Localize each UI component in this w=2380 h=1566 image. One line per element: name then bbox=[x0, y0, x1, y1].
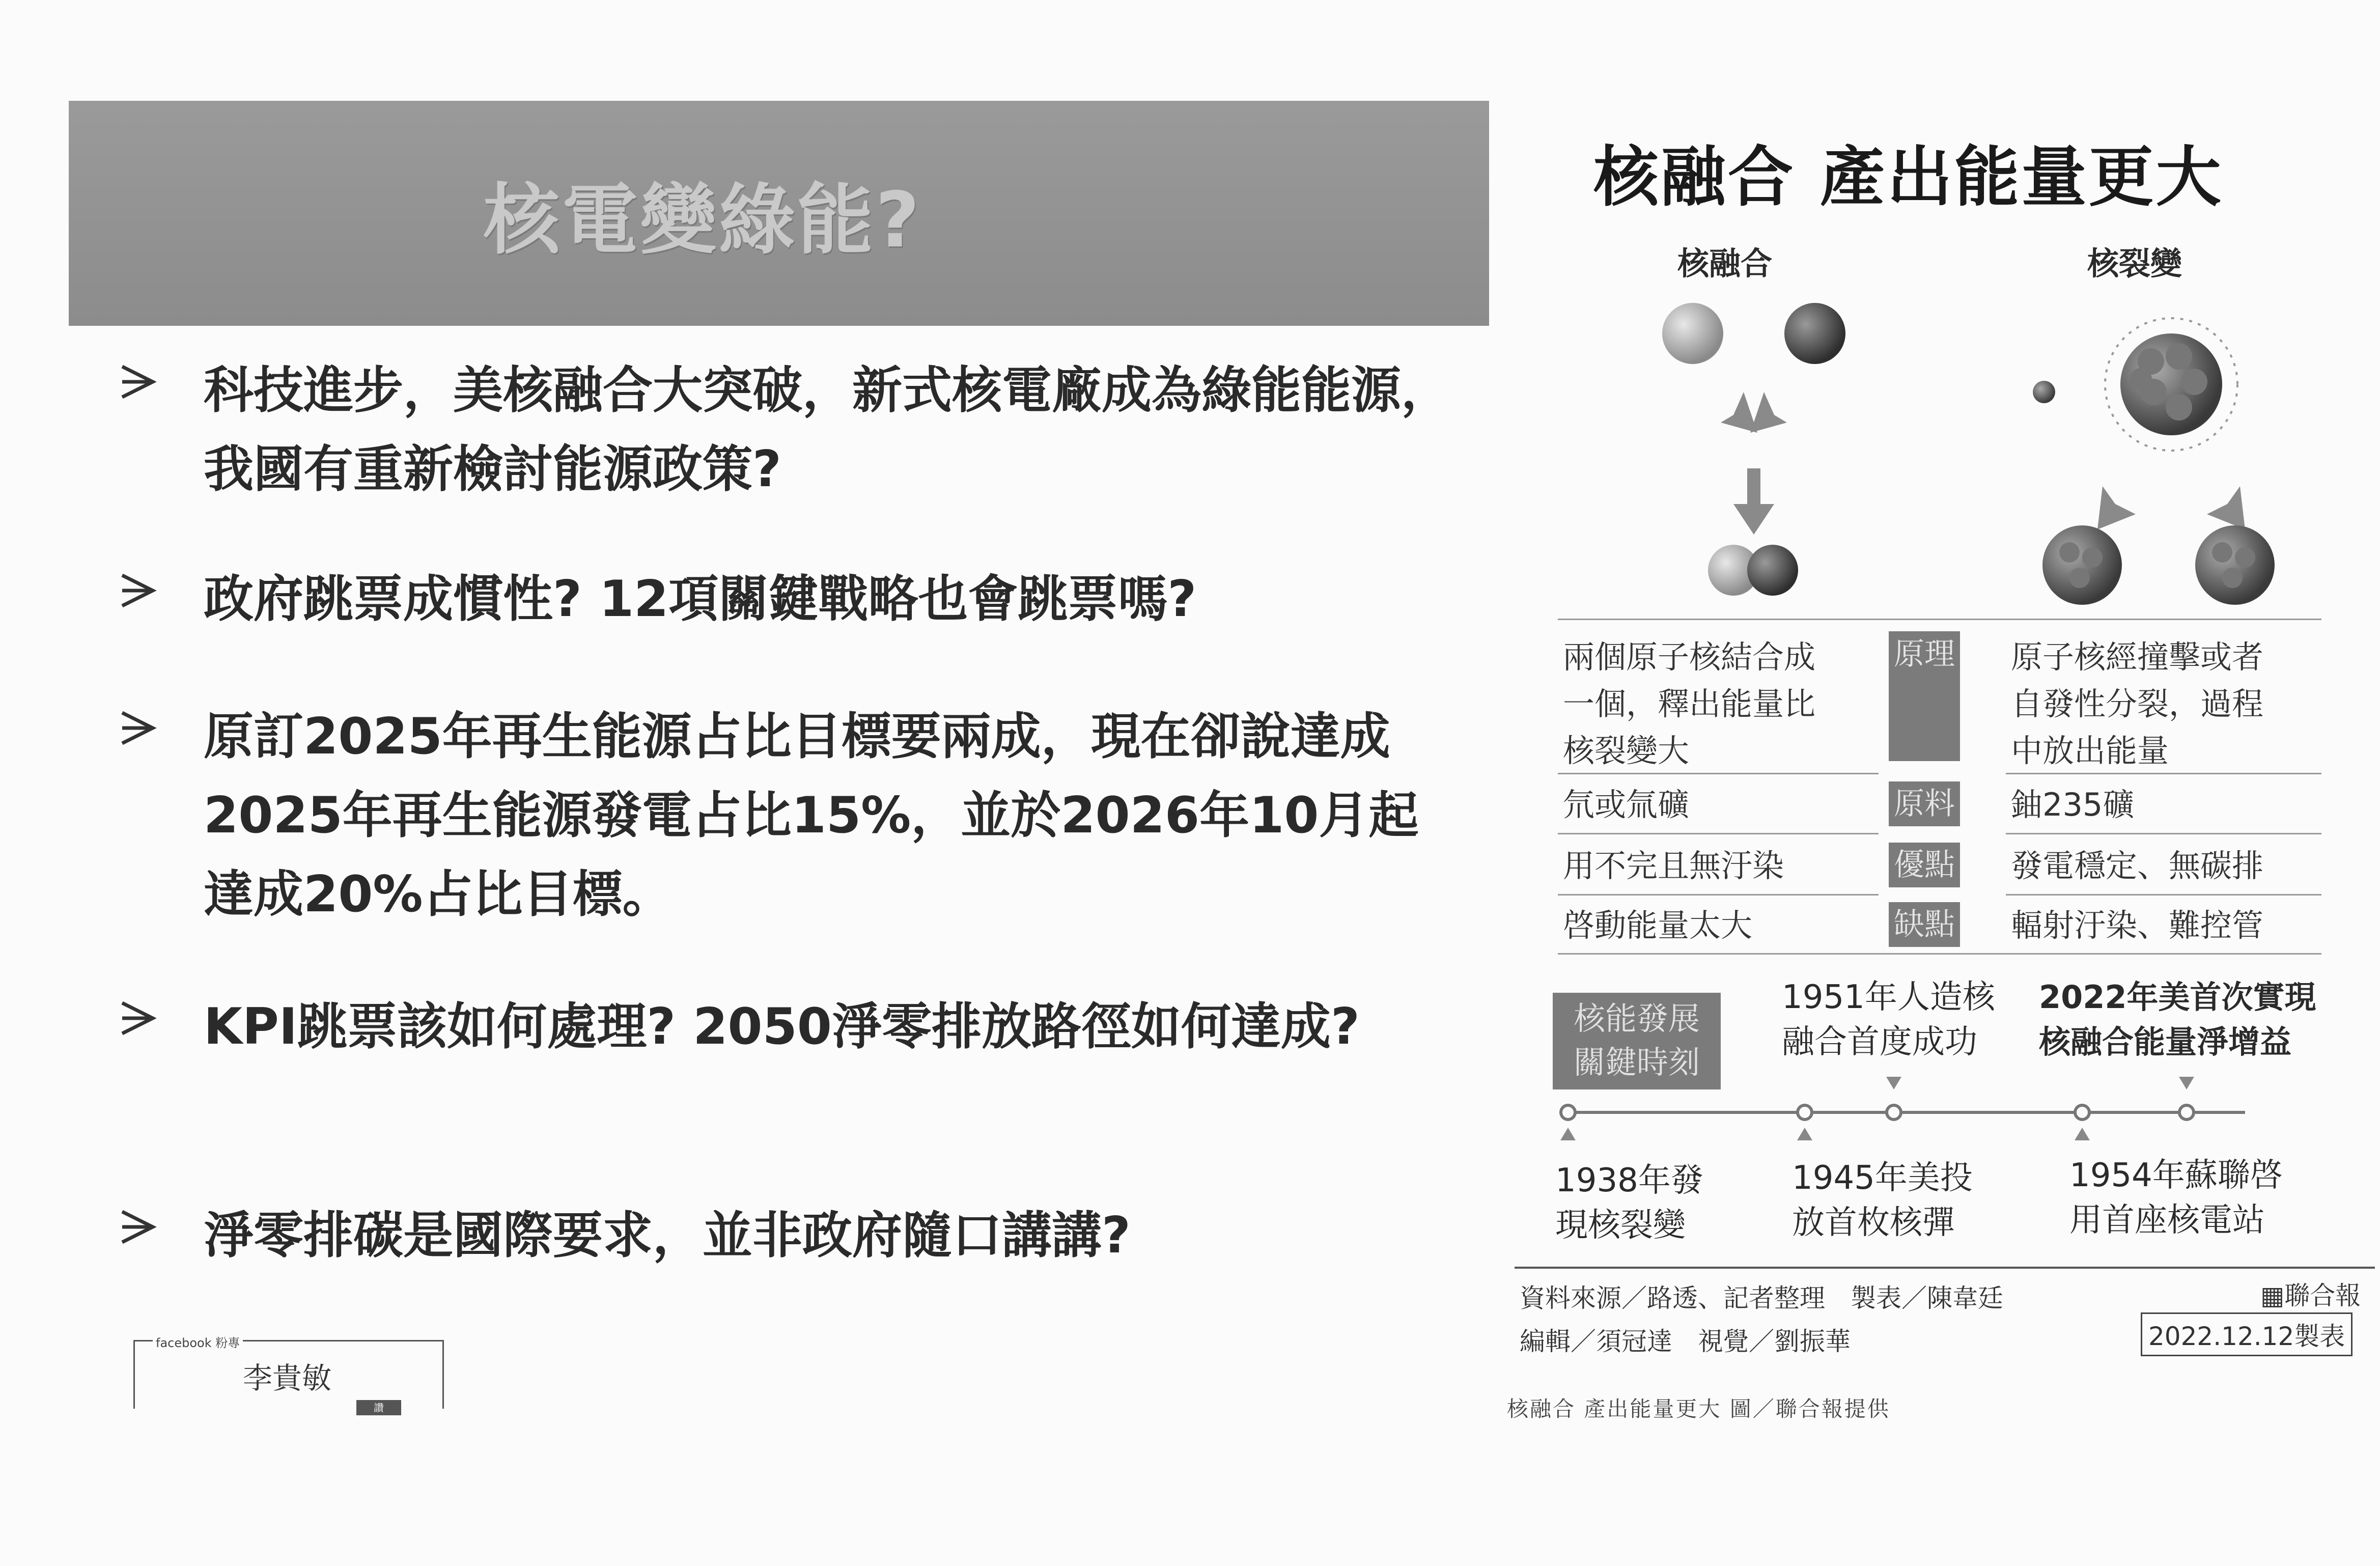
table-divider bbox=[1558, 953, 2321, 955]
table-divider bbox=[1558, 619, 2321, 620]
timeline-event-1951: 1951年人造核 融合首度成功 bbox=[1782, 978, 1995, 1061]
table-cell-fission: 發電穩定、無碳排 bbox=[2011, 847, 2264, 884]
fission-diagram-icon bbox=[2026, 290, 2291, 616]
slide-title: 核電變綠能? bbox=[483, 176, 922, 265]
table-cell-fusion: 兩個原子核結合成 一個，釋出能量比 核裂變大 bbox=[1563, 638, 1816, 769]
bullet-text: 政府跳票成慣性? 12項關鍵戰略也會跳票嗎? bbox=[204, 570, 1197, 628]
bullet-text: KPI跳票該如何處理? 2050淨零排放路徑如何達成? bbox=[204, 998, 1360, 1056]
title-banner bbox=[69, 101, 1489, 326]
news-title: 核融合 產出能量更大 bbox=[1593, 139, 2223, 215]
arrow-bullet-icon bbox=[117, 570, 158, 611]
facebook-badge-label: facebook 粉專 bbox=[153, 1333, 243, 1351]
table-divider bbox=[2006, 773, 2321, 774]
table-divider bbox=[1558, 773, 1879, 774]
timeline-event-1945: 1945年美投 放首枚核彈 bbox=[1792, 1159, 1973, 1242]
arrow-bullet-icon bbox=[117, 708, 158, 748]
table-divider bbox=[2006, 833, 2321, 834]
image-caption: 核融合 產出能量更大 圖／聯合報提供 bbox=[1507, 1396, 1890, 1421]
table-divider bbox=[1558, 894, 1879, 896]
row-tag-principle: 原理 bbox=[1889, 631, 1960, 761]
timeline-event-1938: 1938年發 現核裂變 bbox=[1555, 1162, 1703, 1244]
credit-source: 資料來源／路透、記者整理 製表／陳韋廷 bbox=[1520, 1283, 2003, 1313]
arrow-bullet-icon bbox=[117, 1207, 158, 1247]
row-tag-material: 原料 bbox=[1889, 781, 1960, 826]
fusion-diagram-icon bbox=[1639, 295, 1873, 611]
table-divider bbox=[1558, 833, 1879, 834]
facebook-like-icon: 讚 bbox=[356, 1400, 401, 1415]
row-tag-advantage: 優點 bbox=[1889, 843, 1960, 887]
row-tag-disadvantage: 缺點 bbox=[1889, 902, 1960, 947]
table-cell-fusion: 啓動能量太大 bbox=[1563, 907, 1753, 944]
newspaper-brand: ▦聯合報 bbox=[2260, 1281, 2361, 1310]
fusion-label: 核融合 bbox=[1677, 245, 1773, 282]
author-name: 李貴敏 bbox=[242, 1361, 331, 1395]
date-stamp: 2022.12.12製表 bbox=[2141, 1312, 2353, 1356]
credits-divider bbox=[1515, 1267, 2375, 1269]
timeline-axis bbox=[1548, 1064, 2250, 1145]
timeline-event-2022: 2022年美首次實現 核融合能量淨增益 bbox=[2039, 978, 2316, 1060]
table-cell-fusion: 氘或氚礦 bbox=[1563, 786, 1690, 823]
fission-label: 核裂變 bbox=[2087, 245, 2182, 282]
credit-editor: 編輯／須冠達 視覺／劉振華 bbox=[1520, 1327, 1851, 1356]
table-divider bbox=[2006, 894, 2321, 896]
bullet-text: 原訂2025年再生能源占比目標要兩成，現在卻說達成2025年再生能源發電占比15%，並於2026年10月起達成20%占比目標。 bbox=[204, 708, 1419, 924]
timeline-label: 核能發展 關鍵時刻 bbox=[1553, 993, 1721, 1089]
table-cell-fission: 原子核經撞擊或者 自發性分裂，過程 中放出能量 bbox=[2011, 638, 2264, 769]
arrow-bullet-icon bbox=[117, 361, 158, 402]
table-cell-fission: 鈾235礦 bbox=[2011, 786, 2135, 823]
bullet-text: 科技進步，美核融合大突破，新式核電廠成為綠能能源，我國有重新檢討能源政策? bbox=[204, 361, 1451, 498]
table-cell-fission: 輻射汙染、難控管 bbox=[2011, 907, 2264, 944]
bullet-text: 淨零排碳是國際要求，並非政府隨口講講? bbox=[204, 1207, 1131, 1265]
table-cell-fusion: 用不完且無汙染 bbox=[1563, 847, 1784, 884]
timeline-event-1954: 1954年蘇聯啓 用首座核電站 bbox=[2069, 1157, 2283, 1239]
arrow-bullet-icon bbox=[117, 998, 158, 1039]
